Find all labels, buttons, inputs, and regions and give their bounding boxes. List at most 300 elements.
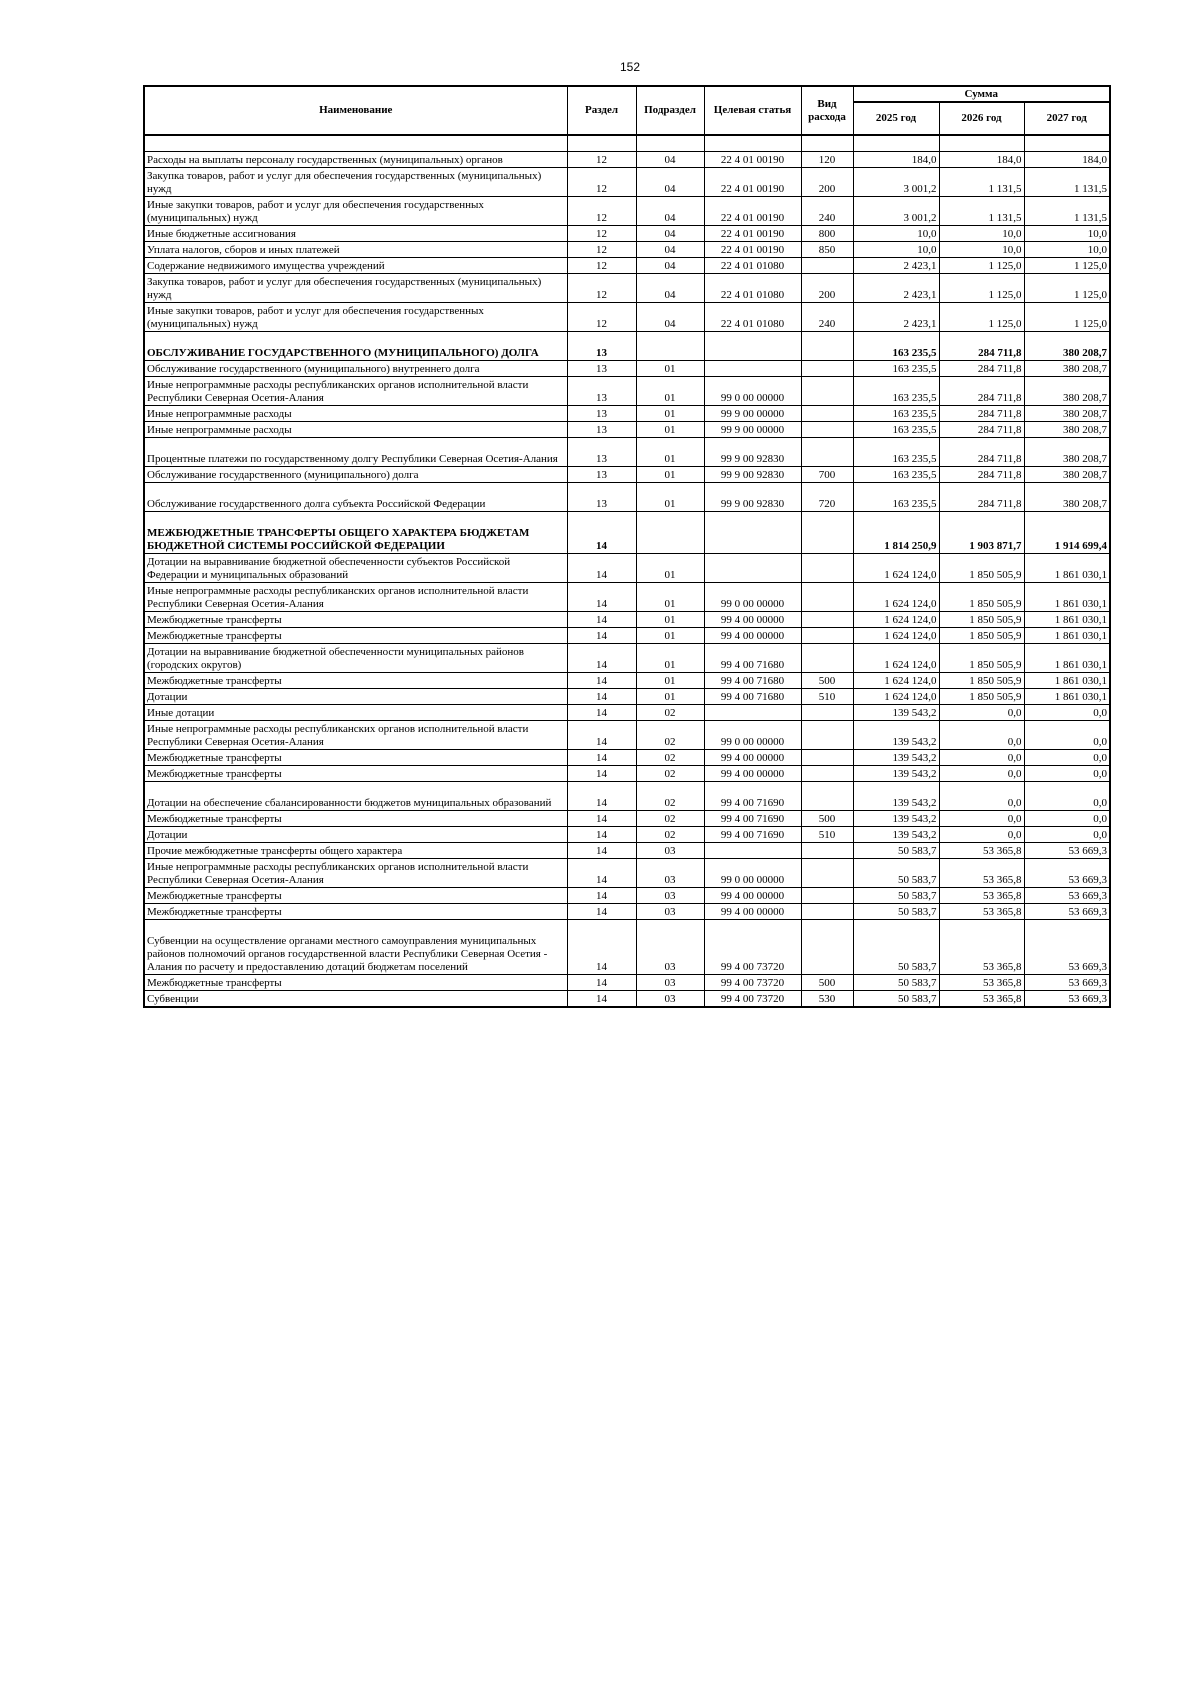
row-target — [704, 332, 801, 361]
table-header — [144, 86, 1110, 135]
row-sum-2026: 1 850 505,9 — [939, 554, 1024, 583]
row-name: Обслуживание государственного (муниципального) внутреннего долга — [144, 361, 567, 377]
row-sum-2026: 284 711,8 — [939, 422, 1024, 438]
row-expense-type — [801, 782, 853, 811]
row-target: 99 4 00 00000 — [704, 904, 801, 920]
row-subsection: 01 — [636, 483, 704, 512]
row-section: 13 — [567, 467, 636, 483]
row-target: 22 4 01 00190 — [704, 168, 801, 197]
row-expense-type: 240 — [801, 197, 853, 226]
row-expense-type — [801, 258, 853, 274]
table-row — [144, 705, 1110, 721]
table-row — [144, 554, 1110, 583]
row-name: Содержание недвижимого имущества учреждений — [144, 258, 567, 274]
row-sum-2027: 380 208,7 — [1024, 361, 1110, 377]
row-section: 14 — [567, 721, 636, 750]
row-section: 14 — [567, 975, 636, 991]
row-sum-2027: 53 669,3 — [1024, 888, 1110, 904]
row-subsection: 01 — [636, 467, 704, 483]
row-target: 99 0 00 00000 — [704, 721, 801, 750]
row-sum-2025: 163 235,5 — [853, 377, 939, 406]
row-subsection: 03 — [636, 859, 704, 888]
row-sum-2026: 1 850 505,9 — [939, 673, 1024, 689]
row-sum-2027: 1 131,5 — [1024, 168, 1110, 197]
row-name: Иные дотации — [144, 705, 567, 721]
row-section: 12 — [567, 226, 636, 242]
row-expense-type — [801, 612, 853, 628]
row-subsection: 02 — [636, 782, 704, 811]
table-row — [144, 782, 1110, 811]
row-sum-2027: 1 861 030,1 — [1024, 612, 1110, 628]
row-sum-2025: 139 543,2 — [853, 827, 939, 843]
table-body — [144, 135, 1110, 1007]
row-sum-2027: 53 669,3 — [1024, 991, 1110, 1008]
row-sum-2025: 50 583,7 — [853, 843, 939, 859]
row-subsection: 02 — [636, 750, 704, 766]
header-year-2027: 2027 год — [1024, 102, 1110, 135]
row-section: 14 — [567, 554, 636, 583]
row-section: 12 — [567, 152, 636, 168]
row-sum-2027: 1 131,5 — [1024, 197, 1110, 226]
row-subsection — [636, 332, 704, 361]
row-sum-2027: 0,0 — [1024, 827, 1110, 843]
row-subsection: 03 — [636, 975, 704, 991]
row-target: 22 4 01 00190 — [704, 226, 801, 242]
row-section: 14 — [567, 612, 636, 628]
row-sum-2027: 1 861 030,1 — [1024, 673, 1110, 689]
row-subsection: 03 — [636, 920, 704, 975]
row-section: 14 — [567, 766, 636, 782]
row-name: Межбюджетные трансферты — [144, 750, 567, 766]
spacer-row — [144, 135, 1110, 152]
row-name: Иные непрограммные расходы республиканских органов исполнительной власти Республики Северная Осетия-Алания — [144, 583, 567, 612]
row-target: 99 4 00 71690 — [704, 782, 801, 811]
row-sum-2026: 0,0 — [939, 750, 1024, 766]
row-subsection: 01 — [636, 422, 704, 438]
row-sum-2027: 0,0 — [1024, 750, 1110, 766]
row-sum-2027: 1 861 030,1 — [1024, 554, 1110, 583]
row-sum-2025: 1 624 124,0 — [853, 628, 939, 644]
row-sum-2025: 50 583,7 — [853, 859, 939, 888]
row-target: 99 4 00 71680 — [704, 644, 801, 673]
row-target: 99 4 00 71680 — [704, 673, 801, 689]
row-subsection: 01 — [636, 583, 704, 612]
header-target: Целевая статья — [704, 86, 801, 135]
row-name: Процентные платежи по государственному долгу Республики Северная Осетия-Алания — [144, 438, 567, 467]
row-sum-2027: 1 125,0 — [1024, 258, 1110, 274]
row-name: Иные непрограммные расходы — [144, 422, 567, 438]
row-sum-2025: 1 624 124,0 — [853, 644, 939, 673]
row-sum-2025: 10,0 — [853, 226, 939, 242]
row-subsection: 02 — [636, 705, 704, 721]
row-sum-2026: 0,0 — [939, 811, 1024, 827]
row-sum-2026: 1 850 505,9 — [939, 612, 1024, 628]
row-sum-2027: 0,0 — [1024, 766, 1110, 782]
table-row — [144, 361, 1110, 377]
table-row — [144, 152, 1110, 168]
row-section: 14 — [567, 827, 636, 843]
row-target: 99 4 00 71680 — [704, 689, 801, 705]
row-name: Межбюджетные трансферты — [144, 628, 567, 644]
table-row — [144, 644, 1110, 673]
row-sum-2027: 53 669,3 — [1024, 920, 1110, 975]
row-expense-type — [801, 377, 853, 406]
row-subsection: 02 — [636, 766, 704, 782]
budget-table — [143, 85, 1111, 1008]
table-row — [144, 467, 1110, 483]
row-expense-type — [801, 554, 853, 583]
row-expense-type — [801, 512, 853, 554]
row-name: Расходы на выплаты персоналу государственных (муниципальных) органов — [144, 152, 567, 168]
row-sum-2025: 163 235,5 — [853, 438, 939, 467]
row-subsection: 01 — [636, 438, 704, 467]
row-name: Иные непрограммные расходы республиканских органов исполнительной власти Республики Северная Осетия-Алания — [144, 377, 567, 406]
table-row — [144, 274, 1110, 303]
table-row — [144, 859, 1110, 888]
row-sum-2027: 1 861 030,1 — [1024, 583, 1110, 612]
row-expense-type: 510 — [801, 689, 853, 705]
row-sum-2026: 284 711,8 — [939, 406, 1024, 422]
row-sum-2025: 163 235,5 — [853, 406, 939, 422]
table-row — [144, 920, 1110, 975]
row-sum-2025: 1 624 124,0 — [853, 689, 939, 705]
row-expense-type — [801, 705, 853, 721]
row-subsection: 03 — [636, 991, 704, 1008]
row-subsection: 02 — [636, 811, 704, 827]
row-expense-type — [801, 361, 853, 377]
row-sum-2025: 139 543,2 — [853, 782, 939, 811]
row-target: 99 4 00 73720 — [704, 920, 801, 975]
row-name: МЕЖБЮДЖЕТНЫЕ ТРАНСФЕРТЫ ОБЩЕГО ХАРАКТЕРА БЮДЖЕТАМ БЮДЖЕТНОЙ СИСТЕМЫ РОССИЙСКОЙ ФЕДЕРАЦИИ — [144, 512, 567, 554]
row-sum-2027: 0,0 — [1024, 782, 1110, 811]
table-row — [144, 303, 1110, 332]
row-subsection: 01 — [636, 361, 704, 377]
row-subsection: 01 — [636, 554, 704, 583]
row-sum-2025: 3 001,2 — [853, 197, 939, 226]
row-name: Межбюджетные трансферты — [144, 811, 567, 827]
row-section: 14 — [567, 644, 636, 673]
row-target: 99 4 00 00000 — [704, 612, 801, 628]
row-sum-2026: 53 365,8 — [939, 991, 1024, 1008]
row-sum-2025: 1 624 124,0 — [853, 554, 939, 583]
row-section: 12 — [567, 168, 636, 197]
row-sum-2026: 53 365,8 — [939, 843, 1024, 859]
row-sum-2026: 1 125,0 — [939, 303, 1024, 332]
row-sum-2027: 53 669,3 — [1024, 843, 1110, 859]
row-name: Иные закупки товаров, работ и услуг для обеспечения государственных (муниципальных) нужд — [144, 303, 567, 332]
row-sum-2027: 380 208,7 — [1024, 332, 1110, 361]
row-sum-2025: 1 624 124,0 — [853, 583, 939, 612]
row-sum-2027: 53 669,3 — [1024, 975, 1110, 991]
row-expense-type — [801, 721, 853, 750]
row-sum-2025: 163 235,5 — [853, 332, 939, 361]
row-section: 14 — [567, 705, 636, 721]
table-row — [144, 843, 1110, 859]
row-subsection: 02 — [636, 827, 704, 843]
row-sum-2025: 163 235,5 — [853, 361, 939, 377]
page-number: 152 — [619, 60, 641, 74]
row-sum-2025: 10,0 — [853, 242, 939, 258]
row-name: Межбюджетные трансферты — [144, 673, 567, 689]
row-subsection: 03 — [636, 843, 704, 859]
row-expense-type: 240 — [801, 303, 853, 332]
row-name: Иные бюджетные ассигнования — [144, 226, 567, 242]
row-section: 13 — [567, 332, 636, 361]
row-target — [704, 843, 801, 859]
header-subsection: Подраздел — [636, 86, 704, 135]
row-target — [704, 554, 801, 583]
row-sum-2026: 0,0 — [939, 827, 1024, 843]
row-section: 12 — [567, 242, 636, 258]
row-expense-type: 800 — [801, 226, 853, 242]
row-expense-type — [801, 920, 853, 975]
table-row — [144, 226, 1110, 242]
row-subsection: 01 — [636, 673, 704, 689]
row-sum-2026: 1 850 505,9 — [939, 583, 1024, 612]
row-name: Межбюджетные трансферты — [144, 975, 567, 991]
row-expense-type: 510 — [801, 827, 853, 843]
table-row — [144, 197, 1110, 226]
row-target: 99 9 00 00000 — [704, 422, 801, 438]
row-expense-type: 500 — [801, 975, 853, 991]
row-target: 22 4 01 00190 — [704, 197, 801, 226]
row-section: 14 — [567, 583, 636, 612]
row-sum-2027: 53 669,3 — [1024, 904, 1110, 920]
table-row — [144, 422, 1110, 438]
row-sum-2025: 2 423,1 — [853, 303, 939, 332]
row-name: Обслуживание государственного долга субъекта Российской Федерации — [144, 483, 567, 512]
row-sum-2026: 1 850 505,9 — [939, 689, 1024, 705]
row-sum-2027: 0,0 — [1024, 721, 1110, 750]
row-subsection: 01 — [636, 406, 704, 422]
row-sum-2026: 284 711,8 — [939, 483, 1024, 512]
table-row — [144, 377, 1110, 406]
row-name: Межбюджетные трансферты — [144, 904, 567, 920]
row-sum-2025: 139 543,2 — [853, 705, 939, 721]
table-row — [144, 628, 1110, 644]
table-row — [144, 406, 1110, 422]
row-section: 13 — [567, 422, 636, 438]
header-name: Наименование — [144, 86, 567, 135]
row-subsection: 04 — [636, 303, 704, 332]
row-sum-2025: 50 583,7 — [853, 888, 939, 904]
row-sum-2027: 380 208,7 — [1024, 406, 1110, 422]
row-target: 99 9 00 92830 — [704, 438, 801, 467]
row-subsection: 01 — [636, 628, 704, 644]
row-expense-type — [801, 406, 853, 422]
row-section: 12 — [567, 197, 636, 226]
row-sum-2026: 284 711,8 — [939, 361, 1024, 377]
table-row — [144, 975, 1110, 991]
row-section: 14 — [567, 512, 636, 554]
row-name: Дотации на выравнивание бюджетной обеспеченности субъектов Российской Федерации и муниципальных образований — [144, 554, 567, 583]
row-expense-type — [801, 766, 853, 782]
row-name: Закупка товаров, работ и услуг для обеспечения государственных (муниципальных) нужд — [144, 168, 567, 197]
row-subsection: 01 — [636, 612, 704, 628]
table-row — [144, 689, 1110, 705]
row-target: 22 4 01 00190 — [704, 152, 801, 168]
row-expense-type — [801, 628, 853, 644]
row-sum-2026: 0,0 — [939, 721, 1024, 750]
row-section: 14 — [567, 673, 636, 689]
table-row — [144, 827, 1110, 843]
row-sum-2027: 1 914 699,4 — [1024, 512, 1110, 554]
row-sum-2026: 1 850 505,9 — [939, 644, 1024, 673]
row-target: 22 4 01 01080 — [704, 274, 801, 303]
row-expense-type: 500 — [801, 811, 853, 827]
row-name: Прочие межбюджетные трансферты общего характера — [144, 843, 567, 859]
row-sum-2025: 2 423,1 — [853, 274, 939, 303]
row-sum-2026: 53 365,8 — [939, 904, 1024, 920]
header-year-2025: 2025 год — [853, 102, 939, 135]
row-target: 99 9 00 92830 — [704, 467, 801, 483]
table-row — [144, 483, 1110, 512]
row-section: 13 — [567, 438, 636, 467]
row-target — [704, 512, 801, 554]
row-sum-2026: 284 711,8 — [939, 467, 1024, 483]
row-section: 14 — [567, 689, 636, 705]
row-section: 14 — [567, 904, 636, 920]
row-expense-type — [801, 583, 853, 612]
row-target: 99 4 00 73720 — [704, 975, 801, 991]
row-target: 99 4 00 00000 — [704, 888, 801, 904]
row-sum-2025: 3 001,2 — [853, 168, 939, 197]
row-expense-type — [801, 843, 853, 859]
row-name: Субвенции на осуществление органами местного самоуправления муниципальных районов полномочий органов государственной власти Республики Северная Осетия - Алания по расчету и предоставлению дотаций бюджетам поселений — [144, 920, 567, 975]
row-subsection: 02 — [636, 721, 704, 750]
row-target: 99 4 00 00000 — [704, 628, 801, 644]
row-sum-2025: 50 583,7 — [853, 975, 939, 991]
row-expense-type — [801, 750, 853, 766]
row-sum-2025: 50 583,7 — [853, 920, 939, 975]
row-section: 14 — [567, 920, 636, 975]
row-sum-2027: 0,0 — [1024, 811, 1110, 827]
row-sum-2025: 2 423,1 — [853, 258, 939, 274]
row-target: 99 4 00 00000 — [704, 750, 801, 766]
row-sum-2026: 284 711,8 — [939, 377, 1024, 406]
row-section: 14 — [567, 859, 636, 888]
row-subsection: 01 — [636, 644, 704, 673]
row-subsection: 04 — [636, 274, 704, 303]
table-row — [144, 766, 1110, 782]
row-expense-type — [801, 904, 853, 920]
row-sum-2025: 184,0 — [853, 152, 939, 168]
row-subsection: 04 — [636, 258, 704, 274]
row-sum-2027: 53 669,3 — [1024, 859, 1110, 888]
row-sum-2026: 1 850 505,9 — [939, 628, 1024, 644]
row-sum-2025: 139 543,2 — [853, 811, 939, 827]
row-target: 99 0 00 00000 — [704, 377, 801, 406]
row-name: Межбюджетные трансферты — [144, 888, 567, 904]
row-target: 22 4 01 01080 — [704, 303, 801, 332]
row-sum-2025: 1 624 124,0 — [853, 612, 939, 628]
row-sum-2027: 1 861 030,1 — [1024, 628, 1110, 644]
row-sum-2027: 1 861 030,1 — [1024, 644, 1110, 673]
table-row — [144, 888, 1110, 904]
row-sum-2026: 10,0 — [939, 242, 1024, 258]
row-expense-type — [801, 644, 853, 673]
table-row — [144, 168, 1110, 197]
row-sum-2027: 380 208,7 — [1024, 438, 1110, 467]
row-expense-type — [801, 422, 853, 438]
row-expense-type: 720 — [801, 483, 853, 512]
table-row — [144, 673, 1110, 689]
row-sum-2027: 380 208,7 — [1024, 483, 1110, 512]
row-target: 22 4 01 00190 — [704, 242, 801, 258]
row-target: 99 4 00 71690 — [704, 827, 801, 843]
row-subsection: 04 — [636, 168, 704, 197]
row-section: 12 — [567, 303, 636, 332]
row-section: 13 — [567, 361, 636, 377]
row-section: 13 — [567, 483, 636, 512]
row-sum-2025: 1 624 124,0 — [853, 673, 939, 689]
row-name: Иные непрограммные расходы — [144, 406, 567, 422]
row-sum-2027: 380 208,7 — [1024, 377, 1110, 406]
row-sum-2027: 1 125,0 — [1024, 274, 1110, 303]
row-sum-2025: 139 543,2 — [853, 721, 939, 750]
row-sum-2026: 53 365,8 — [939, 859, 1024, 888]
row-sum-2026: 1 125,0 — [939, 274, 1024, 303]
row-subsection: 04 — [636, 197, 704, 226]
row-section: 13 — [567, 406, 636, 422]
row-sum-2025: 50 583,7 — [853, 991, 939, 1008]
row-expense-type: 200 — [801, 274, 853, 303]
row-target: 99 0 00 00000 — [704, 859, 801, 888]
table-row — [144, 242, 1110, 258]
row-section: 12 — [567, 274, 636, 303]
row-name: ОБСЛУЖИВАНИЕ ГОСУДАРСТВЕННОГО (МУНИЦИПАЛЬНОГО) ДОЛГА — [144, 332, 567, 361]
row-section: 14 — [567, 888, 636, 904]
row-expense-type — [801, 438, 853, 467]
row-target: 99 4 00 00000 — [704, 766, 801, 782]
header-sum: Сумма — [853, 86, 1110, 102]
table-row — [144, 612, 1110, 628]
table-row — [144, 512, 1110, 554]
row-expense-type — [801, 332, 853, 361]
row-sum-2027: 10,0 — [1024, 226, 1110, 242]
row-subsection: 04 — [636, 226, 704, 242]
row-expense-type: 200 — [801, 168, 853, 197]
row-target: 99 4 00 71690 — [704, 811, 801, 827]
row-sum-2027: 380 208,7 — [1024, 422, 1110, 438]
row-name: Дотации — [144, 689, 567, 705]
row-name: Дотации на обеспечение сбалансированности бюджетов муниципальных образований — [144, 782, 567, 811]
row-target: 22 4 01 01080 — [704, 258, 801, 274]
row-name: Межбюджетные трансферты — [144, 766, 567, 782]
row-sum-2025: 139 543,2 — [853, 750, 939, 766]
row-section: 14 — [567, 991, 636, 1008]
row-name: Обслуживание государственного (муниципального) долга — [144, 467, 567, 483]
row-expense-type: 530 — [801, 991, 853, 1008]
row-expense-type: 120 — [801, 152, 853, 168]
row-section: 14 — [567, 811, 636, 827]
row-sum-2027: 10,0 — [1024, 242, 1110, 258]
row-sum-2025: 163 235,5 — [853, 422, 939, 438]
row-target: 99 9 00 00000 — [704, 406, 801, 422]
row-section: 12 — [567, 258, 636, 274]
row-sum-2026: 53 365,8 — [939, 975, 1024, 991]
table-row — [144, 811, 1110, 827]
row-name: Межбюджетные трансферты — [144, 612, 567, 628]
row-name: Дотации — [144, 827, 567, 843]
row-subsection — [636, 512, 704, 554]
row-name: Иные непрограммные расходы республиканских органов исполнительной власти Республики Северная Осетия-Алания — [144, 859, 567, 888]
row-sum-2026: 10,0 — [939, 226, 1024, 242]
row-subsection: 04 — [636, 152, 704, 168]
row-sum-2026: 53 365,8 — [939, 888, 1024, 904]
table-row — [144, 332, 1110, 361]
row-expense-type: 500 — [801, 673, 853, 689]
